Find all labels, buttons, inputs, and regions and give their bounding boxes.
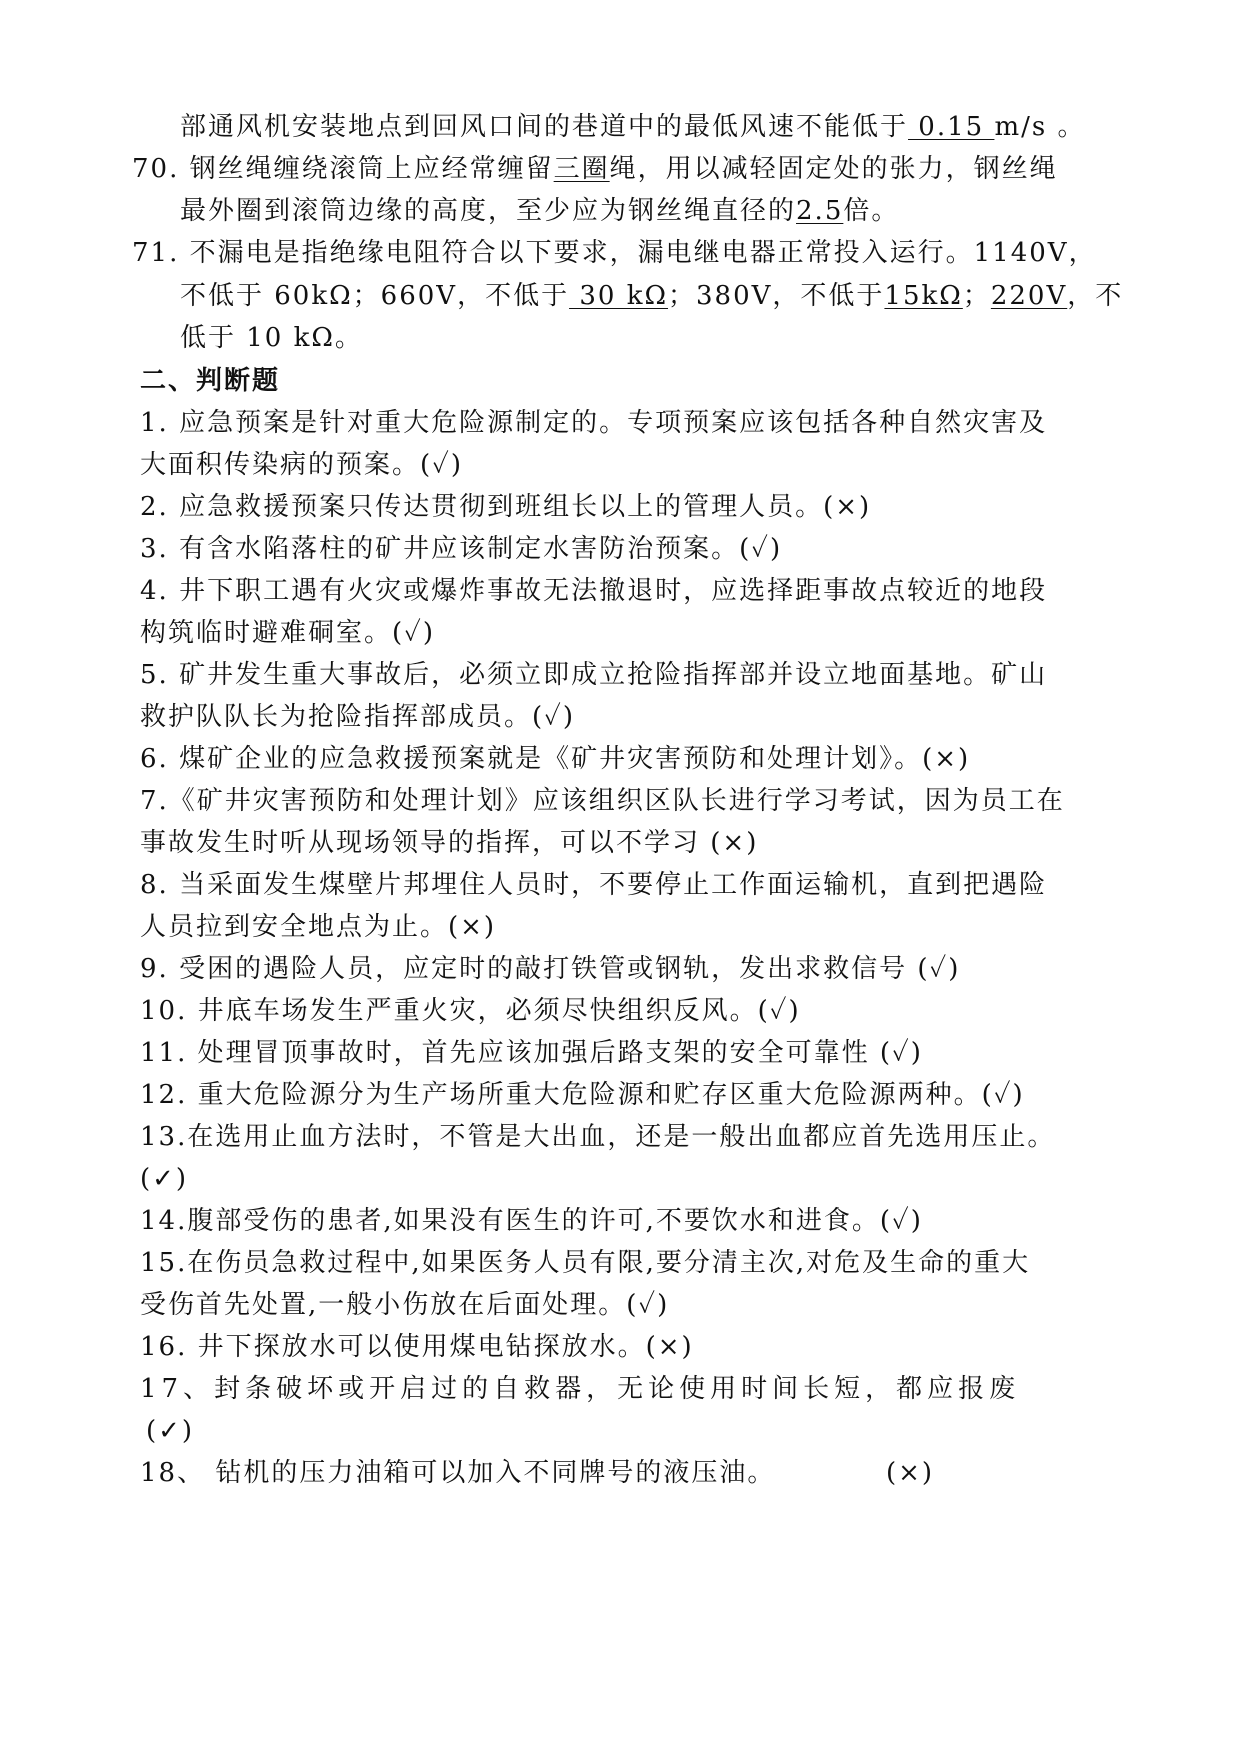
section-title: 二、判断题 bbox=[140, 366, 281, 396]
judgement-q2: 2. 应急救援预案只传达贯彻到班组长以上的管理人员。(×) bbox=[140, 492, 872, 522]
judgement-q16: 16. 井下探放水可以使用煤电钻探放水。(×) bbox=[140, 1332, 694, 1362]
judgement-q9: 9. 受困的遇险人员，应定时的敲打铁管或钢轨，发出求救信号 (✓) bbox=[140, 954, 961, 984]
judgement-q8-line-2: 人员拉到安全地点为止。(×) bbox=[140, 912, 497, 942]
judgement-q1-line-2: 大面积传染病的预案。(✓) bbox=[140, 450, 464, 480]
q69-unit: m/s 。 bbox=[994, 112, 1086, 142]
judgement-q10: 10. 井底车场发生严重火灾，必须尽快组织反风。(✓) bbox=[140, 996, 801, 1026]
q71-answer-blank-3: 220V bbox=[990, 281, 1068, 311]
judgement-q7-line-2: 事故发生时听从现场领导的指挥，可以不学习 (×) bbox=[140, 828, 759, 858]
judgement-q4-line-2: 构筑临时避难硐室。(✓) bbox=[140, 618, 436, 648]
q71-text-f: 低于 10 kΩ。 bbox=[180, 323, 363, 353]
q69-text: 部通风机安装地点到回风口间的巷道中的最低风速不能低于 bbox=[180, 112, 909, 142]
q70-number: 70. bbox=[132, 154, 180, 184]
q71-line-1 bbox=[132, 236, 1097, 270]
judgement-q7-line-1: 7.《矿井灾害预防和处理计划》应该组织区队长进行学习考试，因为员工在 bbox=[140, 786, 1065, 816]
judgement-q18-mark: (×) bbox=[886, 1458, 935, 1488]
q70-text-d: 倍。 bbox=[843, 196, 900, 226]
judgement-q15-line-1: 15.在伤员急救过程中,如果医务人员有限,要分清主次,对危及生命的重大 bbox=[140, 1248, 1031, 1278]
judgement-q3: 3. 有含水陷落柱的矿井应该制定水害防治预案。(✓) bbox=[140, 534, 783, 564]
q70-text-c: 最外圈到滚筒边缘的高度，至少应为钢丝绳直径的 bbox=[180, 196, 797, 226]
judgement-q1-line-1: 1. 应急预案是针对重大危险源制定的。专项预案应该包括各种自然灾害及 bbox=[140, 408, 1048, 438]
q71-text-c: ；380V，不低于 bbox=[668, 281, 885, 311]
q70-line-1 bbox=[132, 152, 1058, 186]
q71-line-3 bbox=[180, 321, 363, 355]
judgement-q18 bbox=[140, 1456, 935, 1490]
q71-text-a: 不漏电是指绝缘电阻符合以下要求，漏电继电器正常投入运行。1140V， bbox=[189, 238, 1097, 268]
judgement-q13-line-2: (✓) bbox=[140, 1164, 189, 1194]
q71-number: 71. bbox=[132, 238, 180, 268]
judgement-q4-line-1: 4. 井下职工遇有火灾或爆炸事故无法撤退时，应选择距事故点较近的地段 bbox=[140, 576, 1048, 606]
judgement-q15-line-2: 受伤首先处置,一般小伤放在后面处理。(✓) bbox=[140, 1290, 670, 1320]
q70-text-b: 绳，用以减轻固定处的张力，钢丝绳 bbox=[609, 154, 1058, 184]
judgement-q11: 11. 处理冒顶事故时，首先应该加强后路支架的安全可靠性 (✓) bbox=[140, 1038, 923, 1068]
q71-line-2 bbox=[180, 279, 1123, 313]
judgement-q13-line-1: 13.在选用止血方法时，不管是大出血，还是一般出血都应首先选用压止。 bbox=[140, 1122, 1056, 1152]
q69-answer-blank: 0.15 bbox=[908, 112, 995, 142]
judgement-q17-line-1: 17、封条破坏或开启过的自救器，无论使用时间长短，都应报废 bbox=[140, 1374, 1021, 1404]
q70-answer-blank-2: 2.5 bbox=[796, 196, 844, 226]
q71-text-b: 不低于 60kΩ；660V，不低于 bbox=[180, 281, 570, 311]
q70-line-2 bbox=[180, 194, 899, 228]
judgement-q6: 6. 煤矿企业的应急救援预案就是《矿井灾害预防和处理计划》。(×) bbox=[140, 744, 971, 774]
q71-text-e: ，不 bbox=[1067, 281, 1124, 311]
judgement-q18-text: 18、 钻机的压力油箱可以加入不同牌号的液压油。 bbox=[140, 1458, 776, 1488]
q69-continued-line bbox=[180, 110, 1085, 144]
judgement-q14: 14.腹部受伤的患者,如果没有医生的许可,不要饮水和进食。(✓) bbox=[140, 1206, 923, 1236]
judgement-q5-line-2: 救护队队长为抢险指挥部成员。(✓) bbox=[140, 702, 576, 732]
q71-answer-blank-2: 15kΩ bbox=[884, 281, 963, 311]
q71-text-d: ； bbox=[962, 281, 991, 311]
judgement-q17-line-2: (✓) bbox=[146, 1416, 195, 1446]
judgement-q5-line-1: 5. 矿井发生重大事故后，必须立即成立抢险指挥部并设立地面基地。矿山 bbox=[140, 660, 1048, 690]
judgement-q12: 12. 重大危险源分为生产场所重大危险源和贮存区重大危险源两种。(✓) bbox=[140, 1080, 1025, 1110]
judgement-q8-line-1: 8. 当采面发生煤壁片邦埋住人员时，不要停止工作面运输机，直到把遇险 bbox=[140, 870, 1048, 900]
q71-answer-blank-1: 30 kΩ bbox=[569, 281, 669, 311]
q70-text-a: 钢丝绳缠绕滚筒上应经常缠留 bbox=[189, 154, 554, 184]
q70-answer-blank-1: 三圈 bbox=[553, 154, 610, 184]
